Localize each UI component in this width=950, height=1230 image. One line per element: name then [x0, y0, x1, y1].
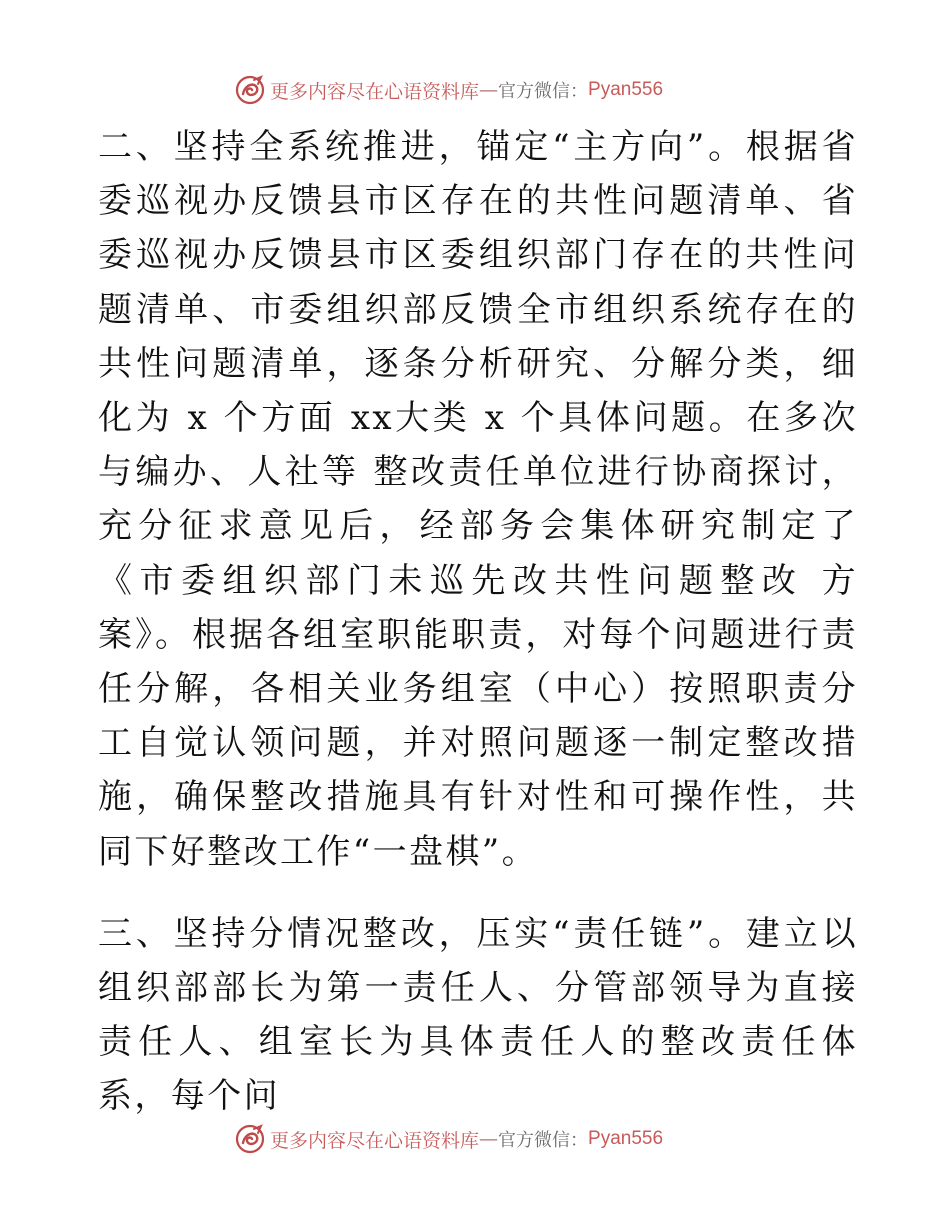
header-watermark — [234, 72, 663, 108]
swirl-seal-icon — [234, 74, 266, 106]
watermark-separator: — — [479, 79, 499, 101]
paragraph-section-three: 三、坚持分情况整改，压实“责任链”。建立以组织部部长为第一责任人、分管部领导为直接责任人、组室长为具体责任人的整改责任体系，每个问 — [98, 913, 858, 1117]
watermark-wechat-id: Pyan556 — [588, 1128, 664, 1149]
paragraph-section-two: 二、坚持全系统推进，锚定“主方向”。根据省委巡视办反馈县市区存在的共性问题清单、省委巡视办反馈县市区委组织部门存在的共性问题清单、市委组织部反馈全市组织系统存在的共性问题清单，逐条分析研究、分解分类，细化为 x 个方面 xx大类 x 个具体问题。在多次与编办、人社等 整改责任单位进行协商探讨，充分征求意见后，经部务会集体研究制定了《市委组织部门未巡先改共性问题整改 方案》。根据各组室职能职责，对每个问题进行责任分解，各相关业务组室（中心）按照职责分工自觉认领问题，并对照问题逐一制定整改措施，确保整改措施具有针对性和可操作性，共同下好整改工作“一盘棋”。 — [98, 127, 858, 872]
footer-watermark — [234, 1121, 663, 1157]
swirl-seal-icon — [234, 1123, 266, 1155]
document-body — [98, 120, 858, 1124]
watermark-official-label: 官方微信： — [498, 1130, 589, 1151]
watermark-brand: 更多内容尽在心语资料库 — [270, 80, 480, 103]
watermark-separator: — — [479, 1128, 499, 1150]
watermark-wechat-id: Pyan556 — [588, 79, 664, 100]
watermark-brand: 更多内容尽在心语资料库 — [270, 1129, 480, 1152]
watermark-official-label: 官方微信： — [498, 81, 589, 102]
